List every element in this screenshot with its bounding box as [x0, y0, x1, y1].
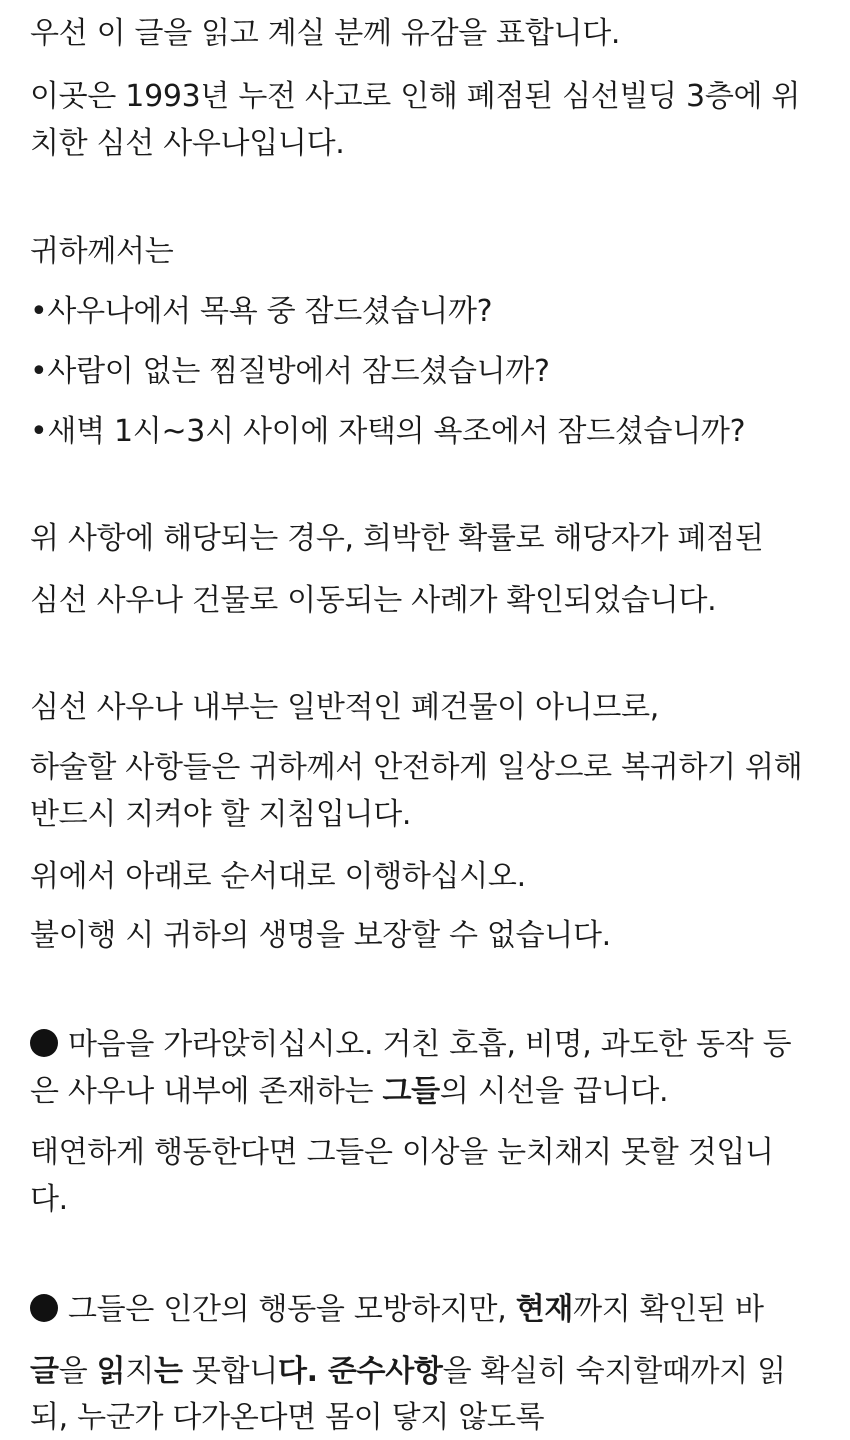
- guide-line-5: 불이행 시 귀하의 생명을 보장할 수 없습니다.: [30, 918, 611, 953]
- rule1-line-4: 다.: [30, 1182, 68, 1217]
- intro-line-1: 우선 이 글을 읽고 계실 분께 유감을 표합니다.: [30, 16, 621, 51]
- emphasis-rules: 다. 준수사항: [277, 1354, 443, 1389]
- guide-line-2: 하술할 사항들은 귀하께서 안전하게 일상으로 복귀하기 위해: [30, 750, 803, 785]
- guide-line-4: 위에서 아래로 순서대로 이행하십시오.: [30, 859, 526, 894]
- rule2-line-1: 그들은 인간의 행동을 모방하지만, 현재까지 확인된 바: [30, 1290, 826, 1330]
- emphasis-they: 그들: [382, 1074, 440, 1109]
- bullet-icon: [30, 1029, 58, 1057]
- rule1-line-3: 태연하게 행동한다면 그들은 이상을 눈치채지 못할 것입니: [30, 1135, 774, 1170]
- emphasis-current: 현재: [515, 1292, 574, 1327]
- rule1-line-1: 마음을 가라앉히십시오. 거친 호흡, 비명, 과도한 동작 등: [30, 1025, 826, 1065]
- case-line-1: 위 사항에 해당되는 경우, 희박한 확률로 해당자가 폐점된: [30, 521, 764, 556]
- condition-heading: 귀하께서는: [30, 234, 174, 269]
- rule2-line-3: 되, 누군가 다가온다면 몸이 닿지 않도록: [30, 1400, 545, 1435]
- rule1-line-2: 은 사우나 내부에 존재하는 그들의 시선을 끕니다.: [30, 1074, 669, 1109]
- case-line-2: 심선 사우나 건물로 이동되는 사례가 확인되었습니다.: [30, 583, 717, 618]
- intro-line-2: 이곳은 1993년 누전 사고로 인해 폐점된 심선빌딩 3층에 위: [30, 79, 801, 114]
- rule2-line-2: 글을 읽지는 못합니다. 준수사항을 확실히 숙지할때까지 읽: [30, 1354, 786, 1389]
- intro-line-3: 치한 심선 사우나입니다.: [30, 126, 345, 161]
- condition-item-1: •사우나에서 목욕 중 잠드셨습니까?: [30, 294, 493, 329]
- guide-line-1: 심선 사우나 내부는 일반적인 폐건물이 아니므로,: [30, 690, 660, 725]
- bullet-icon: [30, 1294, 58, 1322]
- guide-line-3: 반드시 지켜야 할 지침입니다.: [30, 797, 412, 832]
- condition-item-3: •새벽 1시~3시 사이에 자택의 욕조에서 잠드셨습니까?: [30, 414, 746, 449]
- condition-item-2: •사람이 없는 찜질방에서 잠드셨습니까?: [30, 354, 550, 389]
